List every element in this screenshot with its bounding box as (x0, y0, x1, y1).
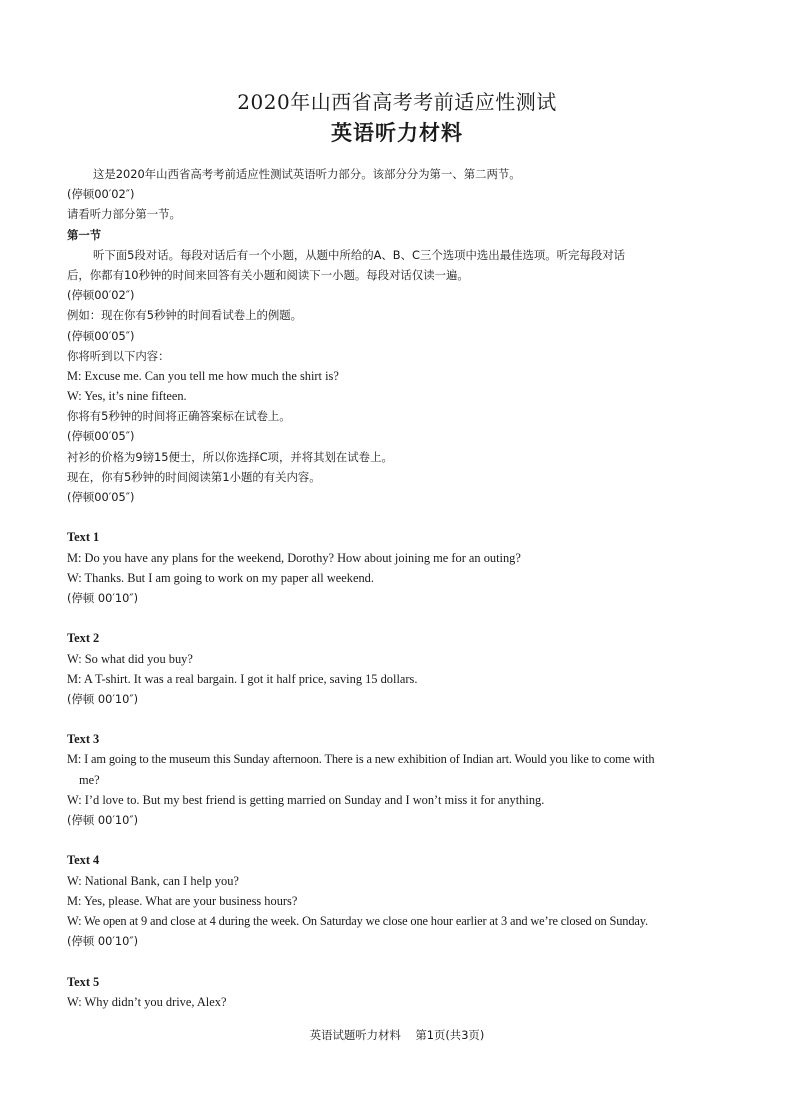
instruction-line: 现在，你有5秒钟的时间阅读第1小题的有关内容。 (67, 469, 321, 484)
dialogue-line: M: Yes, please. What are your business hours? (67, 893, 298, 908)
instruction-line: 后，你都有10秒钟的时间来回答有关小题和阅读下一小题。每段对话仅读一遍。 (67, 267, 469, 282)
pause-note: (停顿00′02″) (67, 187, 135, 202)
pause-note: (停顿00′05″) (67, 490, 135, 504)
text-heading: Text 3 (67, 732, 100, 747)
pause-note: (停顿 00′10″) (67, 813, 139, 827)
intro-paragraph: 这是2020年山西省高考考前适应性测试英语听力部分。该部分分为第一、第二两节。 (93, 167, 521, 181)
dialogue-line: W: National Bank, can I help you? (67, 873, 239, 888)
document-body (67, 164, 729, 1012)
text-heading: Text 5 (67, 974, 100, 989)
page-footer: 英语试题听力材料 第1页(共3页) (309, 1028, 485, 1042)
instruction-line: 听下面5段对话。每段对话后有一个小题，从题中所给的A、B、C三个选项中选出最佳选项。听完每段对话 (93, 247, 625, 262)
document-title: 2020年山西省高考考前适应性测试 (237, 90, 557, 114)
dialogue-line: W: Why didn’t you drive, Alex? (67, 994, 227, 1009)
dialogue-line: M: I am going to the museum this Sunday afternoon. There is a new exhibition of Indian art. Would you like to come with (67, 752, 655, 767)
instruction-line: 你将有5秒钟的时间将正确答案标在试卷上。 (67, 409, 291, 424)
instruction-line: 请看听力部分第一节。 (67, 207, 181, 222)
instruction-line: 衬衫的价格为9镑15便士，所以你选择C项，并将其划在试卷上。 (67, 449, 393, 464)
dialogue-line: W: So what did you buy? (67, 651, 193, 666)
section-heading: 第一节 (67, 227, 102, 242)
dialogue-line-continued: me? (79, 772, 100, 787)
instruction-line: 你将听到以下内容： (67, 348, 170, 363)
pause-note: (停顿 00′10″) (67, 590, 139, 605)
dialogue-line: W: Thanks. But I am going to work on my paper all weekend. (67, 570, 374, 585)
document-subtitle: 英语听力材料 (331, 121, 463, 145)
dialogue-line: W: I’d love to. But my best friend is getting married on Sunday and I won’t miss it for anything. (67, 792, 545, 807)
text-heading: Text 1 (67, 530, 100, 545)
dialogue-line: W: Yes, it’s nine fifteen. (67, 389, 187, 404)
dialogue-line: M: Do you have any plans for the weekend, Dorothy? How about joining me for an outing? (67, 550, 521, 565)
pause-note: (停顿00′05″) (67, 328, 135, 343)
text-heading: Text 2 (67, 631, 100, 646)
pause-note: (停顿00′05″) (67, 429, 135, 444)
dialogue-line: M: Excuse me. Can you tell me how much the shirt is? (67, 368, 339, 383)
pause-note: (停顿00′02″) (67, 288, 135, 303)
dialogue-line: M: A T-shirt. It was a real bargain. I got it half price, saving 15 dollars. (67, 671, 418, 686)
pause-note: (停顿 00′10″) (67, 934, 139, 949)
pause-note: (停顿 00′10″) (67, 691, 139, 706)
instruction-line: 例如：现在你有5秒钟的时间看试卷上的例题。 (67, 308, 303, 323)
dialogue-line: W: We open at 9 and close at 4 during the week. On Saturday we close one hour earlier at 3 and we’re closed on Sunday. (67, 913, 648, 928)
text-heading: Text 4 (67, 853, 100, 868)
